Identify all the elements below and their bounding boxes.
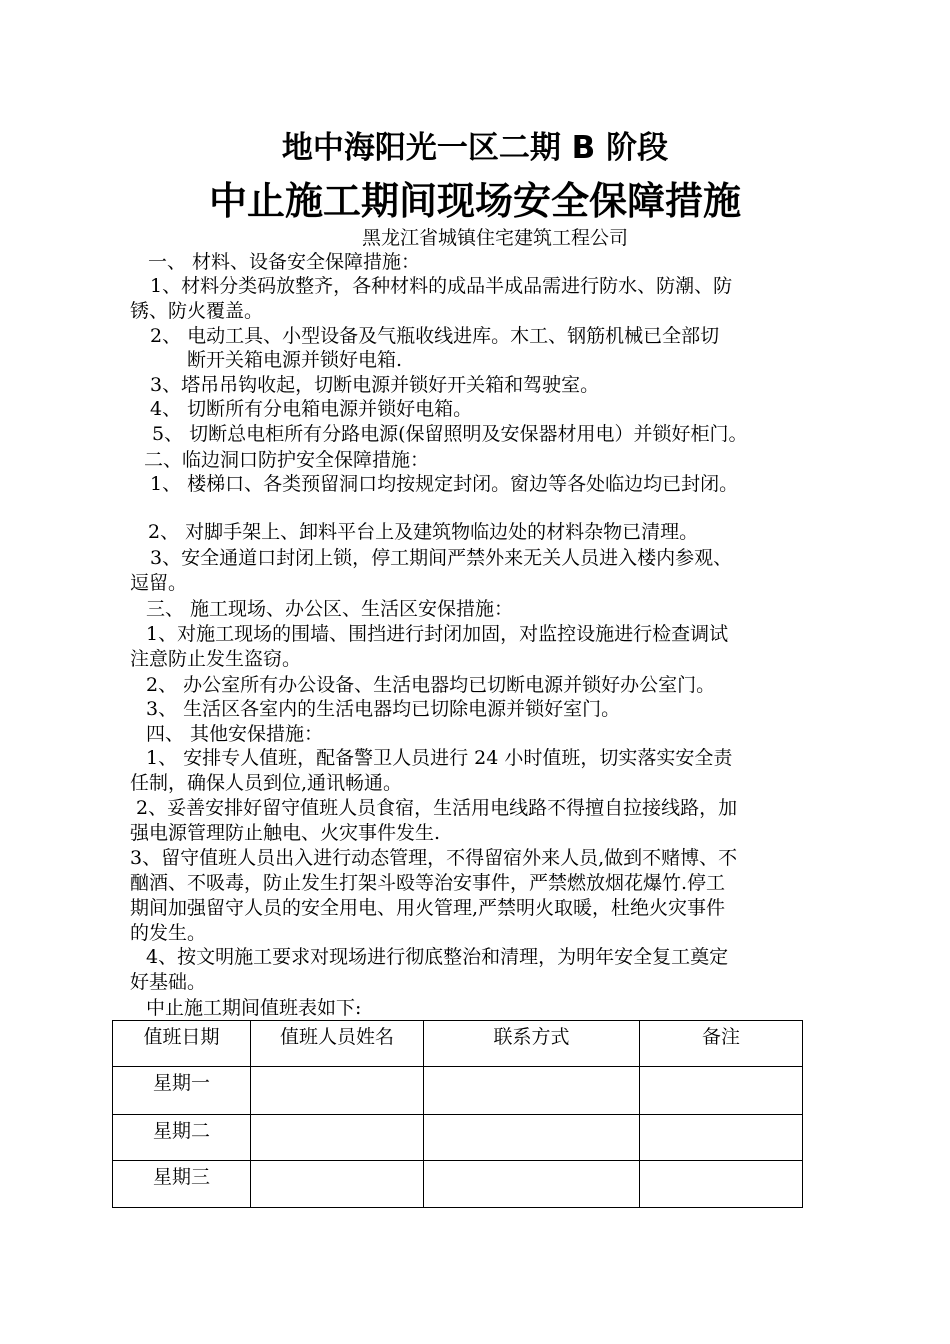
paragraph-line: 1、材料分类码放整齐，各种材料的成品半成品需进行防水、防潮、防 [150,275,733,297]
paragraph-line: 2、 办公室所有办公设备、生活电器均已切断电源并锁好办公室门。 [146,674,716,696]
paragraph-line: 酗酒、不吸毒，防止发生打架斗殴等治安事件，严禁燃放烟花爆竹.停工 [130,872,726,894]
table-cell: 星期三 [113,1161,251,1208]
paragraph-line: 2、 电动工具、小型设备及气瓶收线进库。木工、钢筋机械已全部切 [150,325,720,347]
section-heading-2: 二、临边洞口防护安全保障措施： [144,449,430,471]
section-heading-1: 一、 材料、设备安全保障措施： [148,251,421,273]
paragraph-line: 好基础。 [130,971,207,993]
table-header-cell: 值班日期 [113,1021,251,1067]
table-cell [424,1115,640,1161]
paragraph-line: 4、 切断所有分电箱电源并锁好电箱。 [150,398,473,420]
document-title-line1: 地中海阳光一区二期 B 阶段 [281,130,669,166]
paragraph-line: 1、 安排专人值班，配备警卫人员进行 24 小时值班，切实落实安全责 [146,747,733,769]
table-row [113,1161,803,1208]
paragraph-line: 5、 切断总电柜所有分路电源(保留照明及安保器材用电）并锁好柜门。 [152,423,748,445]
paragraph-line: 2、妥善安排好留守值班人员食宿，生活用电线路不得擅自拉接线路，加 [136,797,738,819]
table-cell [424,1067,640,1115]
table-cell [640,1067,803,1115]
table-cell [640,1115,803,1161]
duty-roster-table [112,1020,803,1208]
paragraph-line: 锈、防火覆盖。 [130,300,264,322]
paragraph-line: 任制，确保人员到位,通讯畅通。 [130,772,403,794]
section-heading-4: 四、 其他安保措施： [146,723,324,745]
table-header-row [113,1021,803,1067]
paragraph-line: 3、留守值班人员出入进行动态管理，不得留宿外来人员,做到不赌博、不 [130,847,738,869]
table-cell: 星期一 [113,1067,251,1115]
paragraph-line: 3、安全通道口封闭上锁，停工期间严禁外来无关人员进入楼内参观、 [150,547,733,569]
table-cell [251,1161,424,1208]
table-row [113,1115,803,1161]
paragraph-line: 2、 对脚手架上、卸料平台上及建筑物临边处的材料杂物已清理。 [148,521,699,543]
paragraph-line: 1、 楼梯口、各类预留洞口均按规定封闭。窗边等各处临边均已封闭。 [150,473,739,495]
paragraph-line: 期间加强留守人员的安全用电、用火管理,严禁明火取暖，杜绝火灾事件 [130,897,726,919]
table-cell [424,1161,640,1208]
table-cell [251,1067,424,1115]
table-caption: 中止施工期间值班表如下: [146,997,362,1019]
paragraph-line: 逗留。 [130,572,188,594]
table-cell [640,1161,803,1208]
paragraph-line: 4、按文明施工要求对现场进行彻底整治和清理，为明年安全复工奠定 [146,946,729,968]
paragraph-line: 3、塔吊吊钩收起，切断电源并锁好开关箱和驾驶室。 [150,374,600,396]
paragraph-line: 断开关箱电源并锁好电箱. [187,349,403,371]
company-name: 黑龙江省城镇住宅建筑工程公司 [361,227,628,249]
table-row [113,1067,803,1115]
paragraph-line: 注意防止发生盗窃。 [130,648,302,670]
section-heading-3: 三、 施工现场、办公区、生活区安保措施： [146,598,514,620]
table-cell: 星期二 [113,1115,251,1161]
paragraph-line: 3、 生活区各室内的生活电器均已切除电源并锁好室门。 [146,698,621,720]
table-header-cell: 备注 [640,1021,803,1067]
document-title-line2: 中止施工期间现场安全保障措施 [208,179,741,223]
paragraph-line: 1、对施工现场的围墙、围挡进行封闭加固，对监控设施进行检查调试 [146,623,729,645]
table-header-cell: 联系方式 [424,1021,640,1067]
table-header-cell: 值班人员姓名 [251,1021,424,1067]
table-cell [251,1115,424,1161]
paragraph-line: 强电源管理防止触电、火灾事件发生. [130,822,441,844]
paragraph-line: 的发生。 [130,922,207,944]
